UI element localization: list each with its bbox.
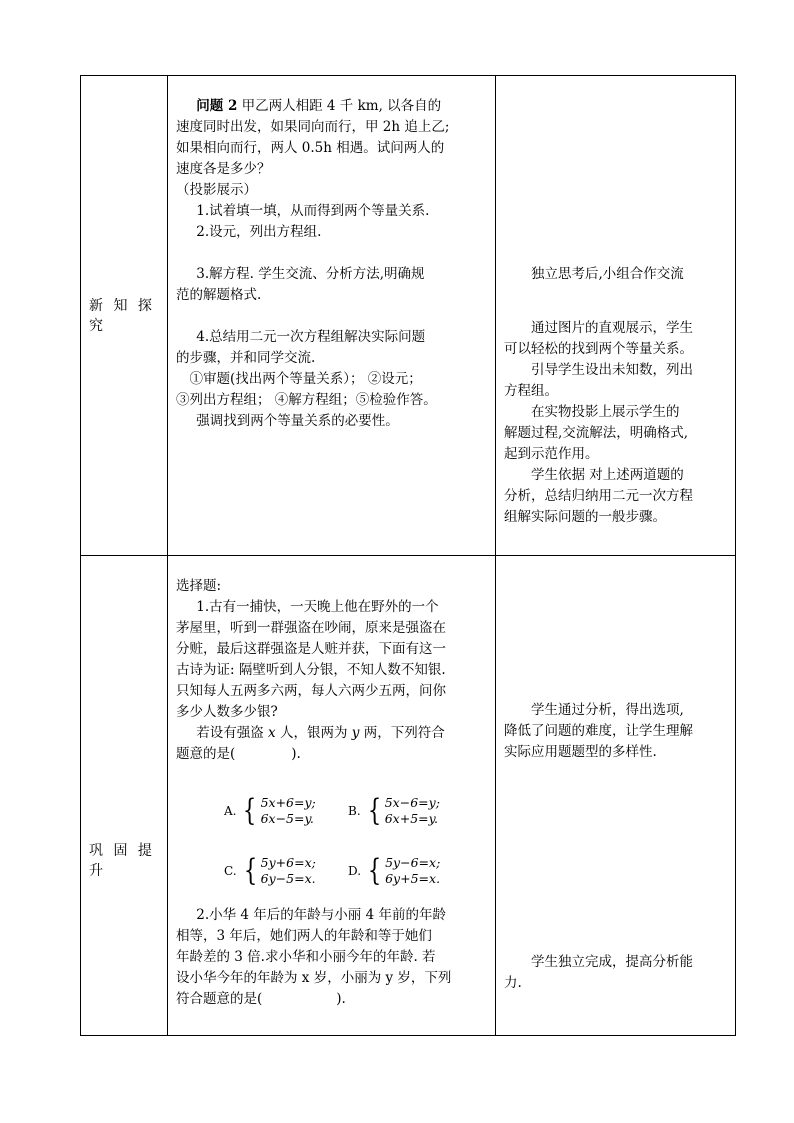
summary-line: ③列出方程组； ④解方程组；⑤检验作答。	[176, 392, 437, 408]
question-1-line: 茅屋里，听到一群强盗在吵闹，原来是强盗在	[176, 620, 446, 636]
option-letter: D.	[348, 863, 362, 878]
summary-line: ①审题(找出两个等量关系）； ②设元；	[189, 371, 422, 387]
step-4: 4.总结用二元一次方程组解决实际问题	[196, 329, 426, 345]
question-1-line: 多少人数多少银?	[176, 704, 278, 720]
question-1-setup: 若设有强盗 x 人，银两为 y 两，下列符合	[196, 725, 445, 741]
option-letter: A.	[224, 803, 237, 818]
activity-text: 降低了问题的难度，让学生理解	[504, 723, 693, 739]
activity-text: 起到示范作用。	[504, 446, 599, 462]
lesson-table	[80, 75, 736, 1036]
section-heading: 选择题:	[176, 578, 222, 594]
activity-text: 实际应用题题型的多样性.	[504, 744, 657, 760]
label-line: 新 知 探	[89, 297, 155, 314]
question-1-line: 古诗为证: 隔壁听到人分银，不知人数不知银.	[176, 662, 446, 678]
activity-text: 学生通过分析，得出选项,	[531, 702, 684, 718]
activity-text: 学生依据 对上述两道题的	[531, 467, 684, 483]
brace-icon: {	[367, 853, 382, 888]
step-4-cont: 的步骤，并和同学交流.	[176, 350, 316, 366]
projection-note: （投影展示）	[176, 182, 257, 198]
equation: 6y+5=x.	[385, 871, 441, 886]
activity-text: 独立思考后,小组合作交流	[531, 266, 684, 282]
label-line: 究	[89, 317, 106, 334]
problem-line: 速度同时出发，如果同向而行，甲 2h 追上乙;	[176, 119, 450, 135]
question-1-line: 1.古有一捕快，一天晚上他在野外的一个	[196, 599, 439, 615]
activity-text: 组解实际问题的一般步骤。	[504, 509, 666, 525]
option-letter: C.	[224, 863, 237, 878]
step-3-cont: 范的解题格式.	[176, 287, 262, 303]
content-cell-consolidation	[168, 556, 496, 1036]
question-1-setup: 题意的是( ).	[176, 746, 301, 762]
option-c[interactable]	[224, 855, 316, 887]
option-d[interactable]	[348, 855, 440, 887]
problem-line	[176, 96, 487, 117]
label-line: 升	[89, 862, 106, 879]
activity-text: 解题过程,交流解法，明确格式,	[504, 425, 689, 441]
equation: 5y+6=x;	[260, 855, 316, 870]
step-3: 3.解方程. 学生交流、分析方法,明确规	[196, 266, 425, 282]
label-line: 巩 固 提	[89, 842, 155, 859]
row-consolidation	[81, 556, 736, 1036]
row-label-new-knowledge	[81, 76, 168, 556]
activity-text: 学生独立完成，提高分析能	[531, 954, 693, 970]
activity-cell-consolidation	[496, 556, 736, 1036]
activity-text: 在实物投影上展示学生的	[531, 404, 680, 420]
equation: 6x−5=y.	[260, 811, 314, 826]
option-a[interactable]	[224, 795, 316, 827]
option-letter: B.	[348, 803, 361, 818]
activity-text: 分析，总结归纳用二元一次方程	[504, 488, 693, 504]
equation: 5y−6=x;	[385, 855, 441, 870]
options-group	[176, 775, 487, 905]
problem-line: 如果相向而行，两人 0.5h 相遇。试问两人的	[176, 140, 445, 156]
problem-title: 问题 2	[196, 98, 238, 114]
equation: 6y−5=x.	[260, 871, 316, 886]
option-b[interactable]	[348, 795, 440, 827]
question-2-line: 符合题意的是( ).	[176, 991, 346, 1007]
question-2-line: 2.小华 4 年后的年龄与小丽 4 年前的年龄	[196, 907, 446, 923]
question-1-line: 只知每人五两多六两，每人六两少五两，问你	[176, 683, 446, 699]
activity-cell-new-knowledge	[496, 76, 736, 556]
step-2: 2.设元，列出方程组.	[196, 224, 322, 240]
activity-text: 方程组。	[504, 383, 558, 399]
content-cell-new-knowledge	[168, 76, 496, 556]
activity-text: 通过图片的直观展示，学生	[531, 320, 693, 336]
emphasis-line: 强调找到两个等量关系的必要性。	[196, 413, 399, 429]
activity-text: 力.	[504, 975, 522, 991]
brace-icon: {	[367, 793, 381, 828]
activity-text: 可以轻松的找到两个等量关系。	[504, 341, 693, 357]
brace-icon: {	[243, 793, 257, 828]
activity-text: 引导学生设出未知数，列出	[531, 362, 693, 378]
question-1-line: 分赃，最后这群强盗是人赃并获，下面有这一	[176, 641, 446, 657]
equation: 6x+5=y.	[384, 811, 439, 826]
brace-icon: {	[243, 853, 257, 888]
question-2-line: 相等，3 年后，她们两人的年龄和等于她们	[176, 928, 432, 944]
step-1: 1.试着填一填，从而得到两个等量关系.	[196, 203, 430, 219]
question-2-line: 设小华今年的年龄为 x 岁，小丽为 y 岁，下列	[176, 970, 452, 986]
equation: 5x−6=y;	[384, 795, 440, 810]
problem-line: 速度各是多少？	[176, 161, 271, 177]
problem-text: 甲乙两人相距 4 千 km, 以各自的	[241, 98, 442, 114]
row-label-consolidation	[81, 556, 168, 1036]
row-new-knowledge	[81, 76, 736, 556]
question-2-line: 年龄差的 3 倍.求小华和小丽今年的年龄. 若	[176, 949, 436, 965]
equation: 5x+6=y;	[260, 795, 316, 810]
